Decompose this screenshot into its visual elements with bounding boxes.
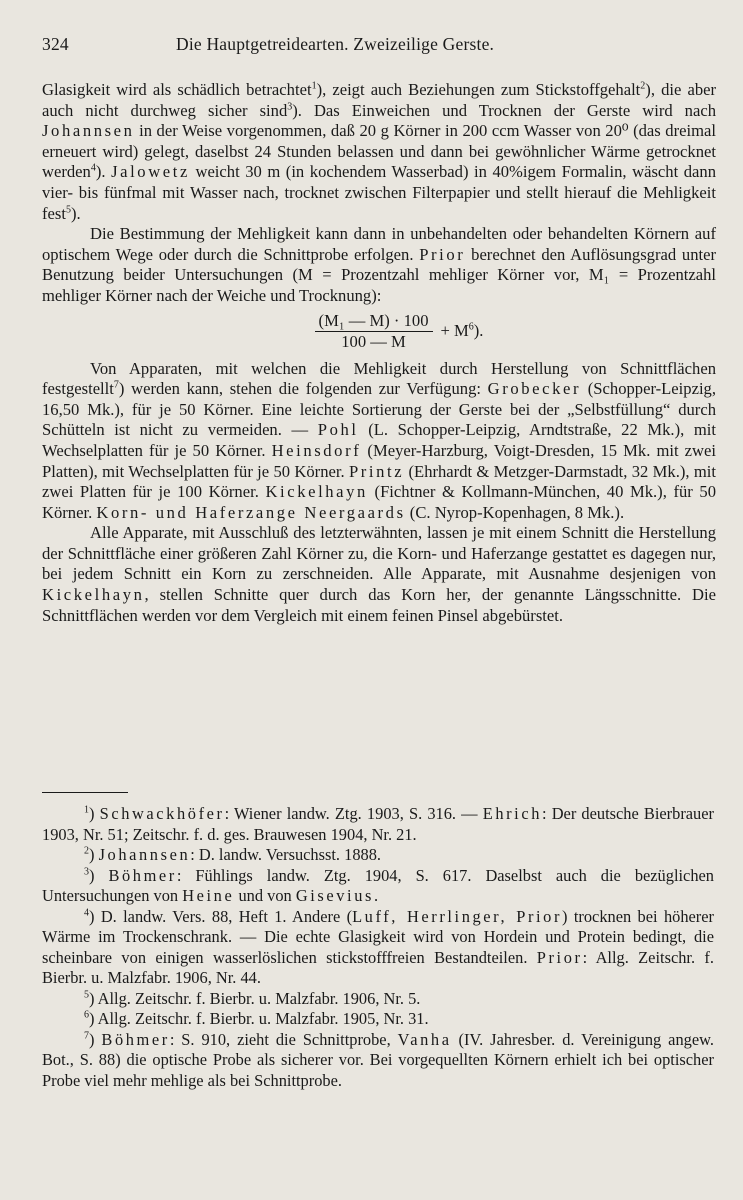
fraction-numerator: (M₁ — M) · 100 xyxy=(315,311,433,332)
formula-tail: + $M^6$). xyxy=(440,321,484,341)
paragraph-3: Von Apparaten, mit welchen die Mehligkeit durch Herstellung von Schnittflächen festgestellt$^7$) werden kann, stehen die folgenden zur Verfügung: Grobecker (Schopper-Leipzig, 16,50 Mk.), für je 50 Körner. Eine leichte Sortierung der Gerste bei der „Selbstfüllung“ durch Schütteln ist nicht zu vermeiden. — Pohl (L. Schopper-Leipzig, Arndtstraße, 22 Mk.), mit Wechselplatten für je 50 Körner. Heinsdorf (Meyer-Harzburg, Voigt-Dresden, 15 Mk. mit zwei Platten), mit Wechselplatten für je 50 Körner. Printz (Ehrhardt & Metzger-Darmstadt, 32 Mk.), mit zwei Platten für je 100 Körner. Kickelhayn (Fichtner & Kollmann-München, 40 Mk.), für 50 Körner. Korn- und Haferzange Neergaards (C. Nyrop-Kopenhagen, 8 Mk.). xyxy=(42,358,716,522)
page-number: 324 xyxy=(42,34,69,54)
footnote-1: $^1$) Schwackhöfer: Wiener landw. Ztg. 1903, S. 316. — Ehrich: Der deutsche Bierbrauer 1903, Nr. 51; Zeitschr. f. d. ges. Brauwesen 1904, Nr. 21. xyxy=(42,804,714,844)
author-name: Heinsdorf xyxy=(271,440,362,460)
author-name: Kickelhayn xyxy=(42,585,145,605)
footnotes xyxy=(42,804,714,1091)
author-name: Jalowetz xyxy=(111,162,190,182)
body-text xyxy=(42,80,716,626)
fraction-denominator: 100 — M xyxy=(341,332,406,352)
footnote-4: $^4$) D. landw. Vers. 88, Heft 1. Andere (Luff, Herrlinger, Prior) trocknen bei höherer Wärme im Trockenschrank. — Die echte Glasigkeit wird von Hordein und Protein bedingt, die scheinbare von einigen wasserlöslichen stickstofffreien Bestandteilen. Prior: Allg. Zeitschr. f. Bierbr. u. Malzfabr. 1906, Nr. 44. xyxy=(42,906,714,987)
footnote-rule xyxy=(42,792,128,793)
author-name: Printz xyxy=(348,461,405,481)
author-name: Kickelhayn xyxy=(265,482,368,502)
footnote-2: $^2$) Johannsen: D. landw. Versuchsst. 1888. xyxy=(84,845,382,864)
author-name: Pohl xyxy=(317,420,359,440)
formula xyxy=(42,309,716,355)
footnote-7: $^7$) Böhmer: S. 910, zieht die Schnittprobe, Vanha (IV. Jahresber. d. Vereinigung angew. Bot., S. 88) die optische Probe als sicherer vor. Bei vorgequellten Körnern erhielt ich bei optischer Probe viel mehr mehlige als bei Schnittprobe. xyxy=(42,1029,714,1090)
paragraph-4: Alle Apparate, mit Ausschluß des letzterwähnten, lassen je mit einem Schnitt die Herstellung der Schnittfläche einer größeren Zahl Körner zu, die Korn- und Haferzange gestattet es dagegen nur, bei jedem Schnitt ein Korn zu zerschneiden. Alle Apparate, mit Ausnahme desjenigen von Kickelhayn, stellen Schnitte quer durch das Korn her, der genannte Längsschnitte. Die Schnittflächen werden vor dem Vergleich mit einem feinen Pinsel abgebürstet. xyxy=(42,523,716,625)
running-title: Die Hauptgetreidearten. Zweizeilige Gerste. xyxy=(176,34,495,54)
footnote-3: $^3$) Böhmer: Fühlings landw. Ztg. 1904, S. 617. Daselbst auch die bezüglichen Untersuchungen von Heine und von Gisevius. xyxy=(42,865,714,905)
apparatus-name: Korn- und Haferzange Neergaards xyxy=(96,502,406,522)
footnote-5: $^5$) Allg. Zeitschr. f. Bierbr. u. Malzfabr. 1906, Nr. 5. xyxy=(84,988,421,1008)
author-name: Johannsen xyxy=(42,121,135,141)
fraction xyxy=(315,311,433,352)
author-name: Prior xyxy=(419,244,466,264)
author-name: Grobecker xyxy=(487,379,582,399)
paragraph-1: Glasigkeit wird als schädlich betrachtet$^1$), zeigt auch Beziehungen zum Stickstoffgehalt$^2$), die aber auch nicht durchweg sicher sind$^3$). Das Einweichen und Trocknen der Gerste wird nach Johannsen in der Weise vorgenommen, daß 20 g Körner in 200 ccm Wasser von 20⁰ (das dreimal erneuert wird) gelegt, daselbst 24 Stunden belassen und dann bei gewöhnlicher Wärme getrocknet werden$^4$). Jalowetz weicht 30 m (in kochendem Wasserbad) in 40%igem Formalin, wäscht dann vier- bis fünfmal mit Wasser nach, trocknet zwischen Filterpapier und stellt hierauf die Mehligkeit fest$^5$). xyxy=(42,80,717,223)
footnote-6: $^6$) Allg. Zeitschr. f. Bierbr. u. Malzfabr. 1905, Nr. 31. xyxy=(84,1009,429,1028)
paragraph-2: Die Bestimmung der Mehligkeit kann dann in unbehandelten oder behandelten Körnern auf optischem Wege oder durch die Schnittprobe erfolgen. Prior berechnet den Auflösungsgrad unter Benutzung beider Untersuchungen (M = Prozentzahl mehliger Körner vor, M₁ = Prozentzahl mehliger Körner nach der Weiche und Trocknung): xyxy=(42,224,716,305)
